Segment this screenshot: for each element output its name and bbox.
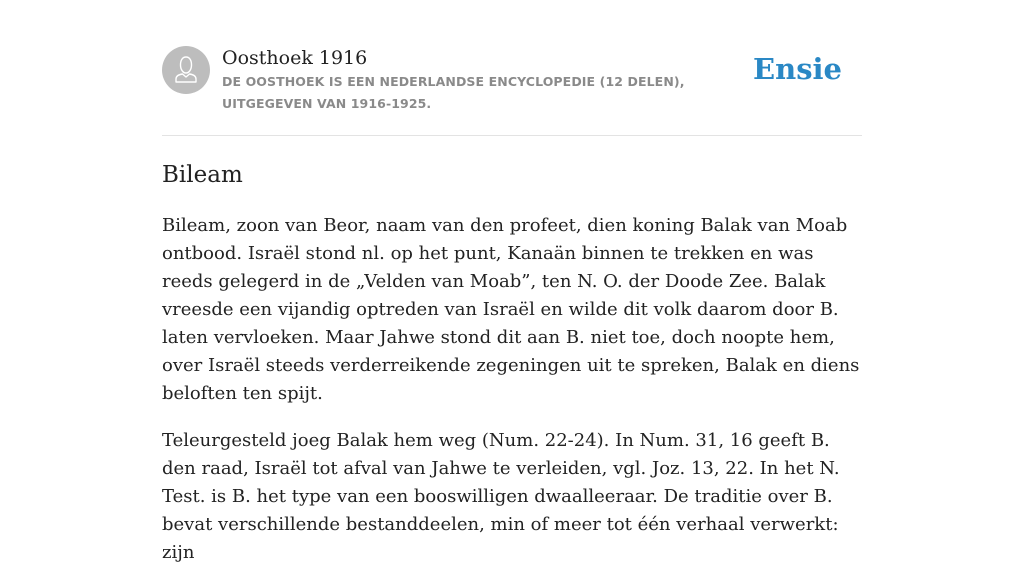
- article-paragraph: Teleurgesteld joeg Balak hem weg (Num. 22-24). In Num. 31, 16 geeft B. den raad, Israël tot afval van Jahwe te verleiden, vgl. Joz. 13, 22. In het N. Test. is B. het type van een booswilligen dwaalleeraar. De traditie over B. bevat verschillende bestanddeelen, min of meer tot één verhaal verwerkt: zijn: [162, 430, 840, 563]
- header-divider: [162, 135, 862, 136]
- article-body: [162, 212, 862, 586]
- author-header: [162, 46, 862, 118]
- user-icon: [162, 46, 210, 94]
- author-avatar[interactable]: [162, 46, 210, 94]
- author-description: DE OOSTHOEK IS EEN NEDERLANDSE ENCYCLOPEDIE (12 DELEN), UITGEGEVEN VAN 1916-1925.: [222, 74, 685, 111]
- article-paragraph: Bileam, zoon van Beor, naam van den profeet, dien koning Balak van Moab ontbood. Israël stond nl. op het punt, Kanaän binnen te trekken en was reeds gelegerd in de „Velden van Moab”, ten N. O. der Doode Zee. Balak vreesde een vijandig optreden van Israël en wilde dit volk daarom door B. laten vervloeken. Maar Jahwe stond dit aan B. niet toe, doch noopte hem, over Israël steeds verderreikende zegeningen uit te spreken, Balak en diens beloften ten spijt.: [162, 215, 860, 404]
- article-title: Bileam: [162, 162, 243, 188]
- author-name[interactable]: Oosthoek 1916: [222, 47, 368, 69]
- brand-logo[interactable]: Ensie: [753, 52, 842, 86]
